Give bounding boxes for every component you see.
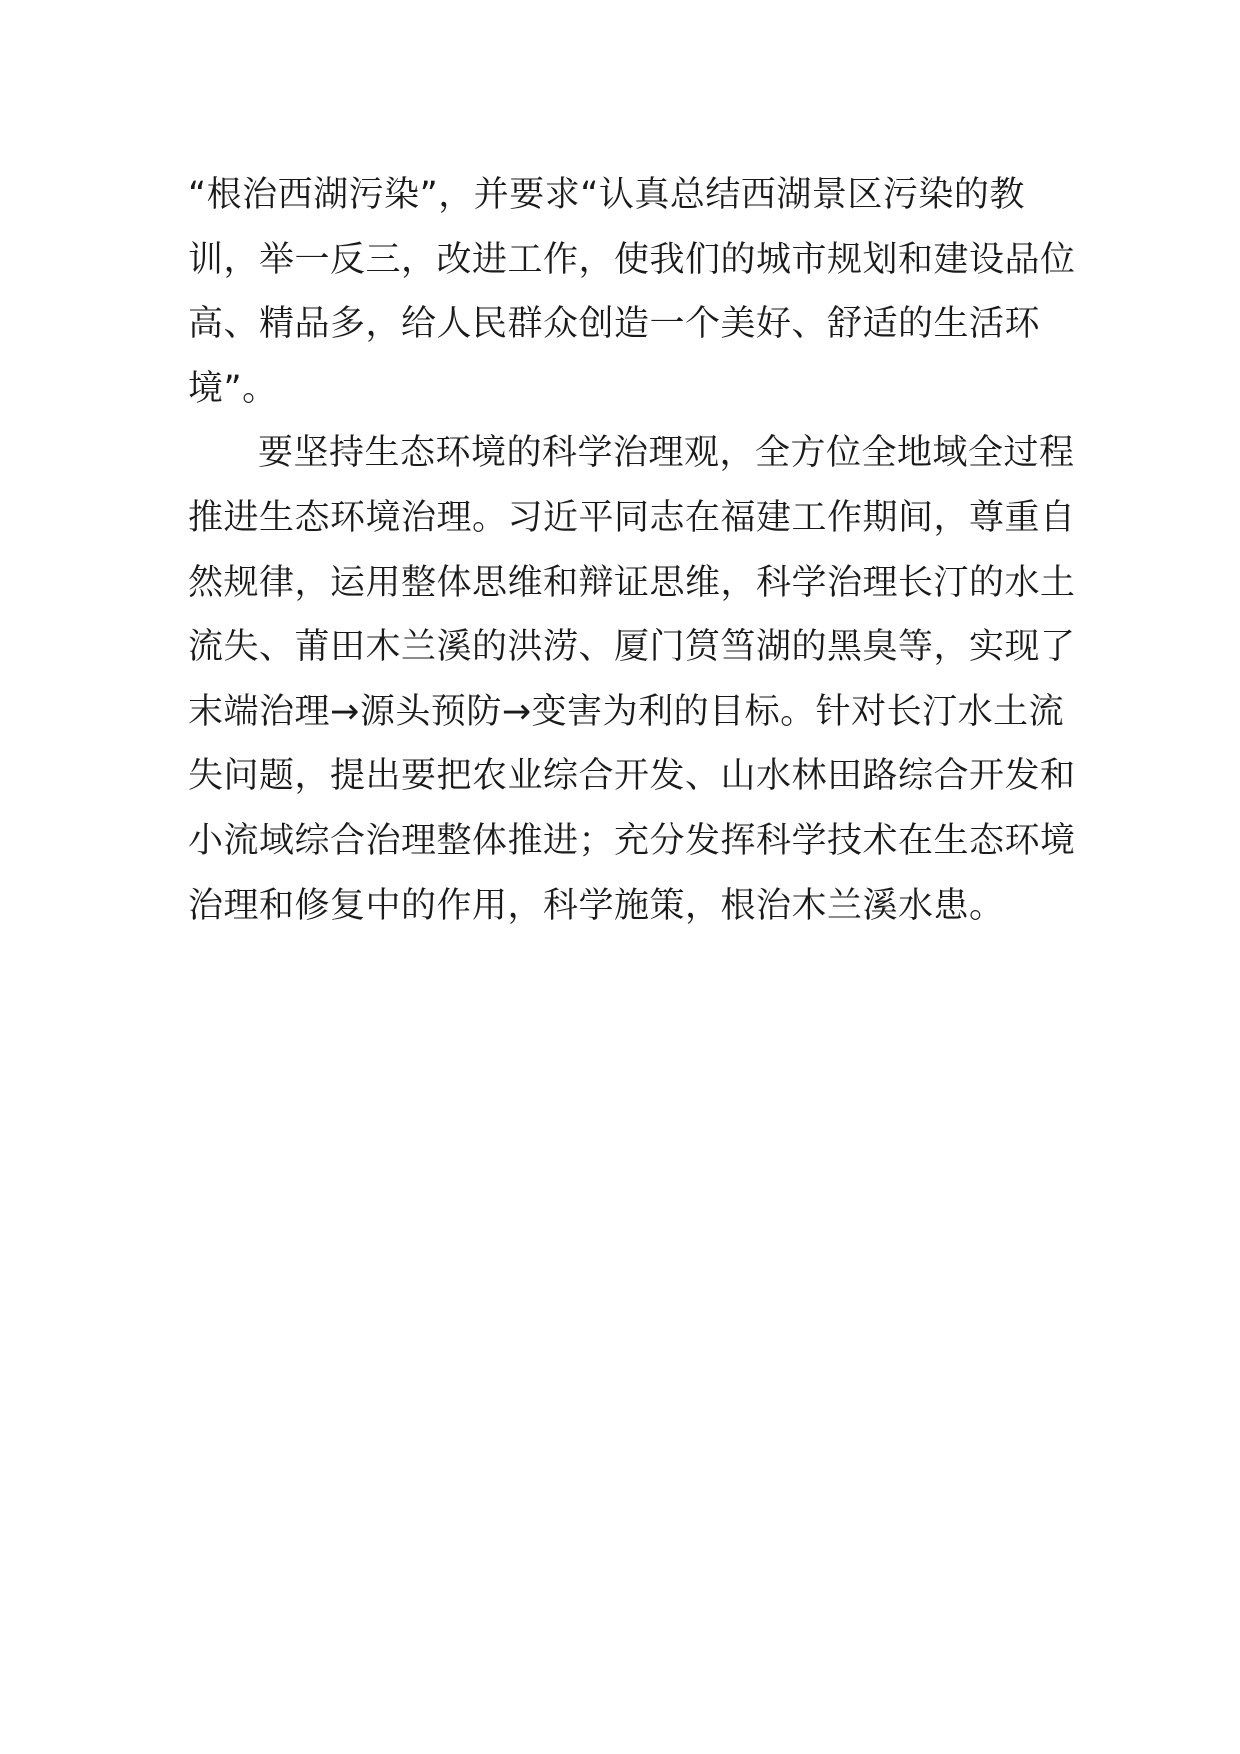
- body-text: [188, 163, 1076, 938]
- text-line: 推进生态环境治理。习近平同志在福建工作期间，尊重自: [188, 497, 1076, 538]
- text-line: 末端治理→源头预防→变害为利的目标。针对长汀水土流: [188, 691, 1065, 732]
- text-line: 小流域综合治理整体推进；充分发挥科学技术在生态环境: [188, 820, 1076, 861]
- text-line: 训，举一反三，改进工作，使我们的城市规划和建设品位: [188, 239, 1076, 280]
- text-line: 境”。: [188, 368, 278, 409]
- text-line: 失问题，提出要把农业综合开发、山水林田路综合开发和: [188, 756, 1076, 797]
- text-line: 高、精品多，给人民群众创造一个美好、舒适的生活环: [188, 304, 1041, 345]
- text-line: 流失、莆田木兰溪的洪涝、厦门筼筜湖的黑臭等，实现了: [188, 627, 1076, 668]
- text-line: “根治西湖污染”，并要求“认真总结西湖景区污染的教: [188, 175, 1025, 215]
- text-line: 治理和修复中的作用，科学施策，根治木兰溪水患。: [188, 885, 1005, 926]
- paragraph-first-line: 要坚持生态环境的科学治理观，全方位全地域全过程: [258, 433, 1075, 474]
- text-line: 然规律，运用整体思维和辩证思维，科学治理长汀的水土: [188, 562, 1076, 603]
